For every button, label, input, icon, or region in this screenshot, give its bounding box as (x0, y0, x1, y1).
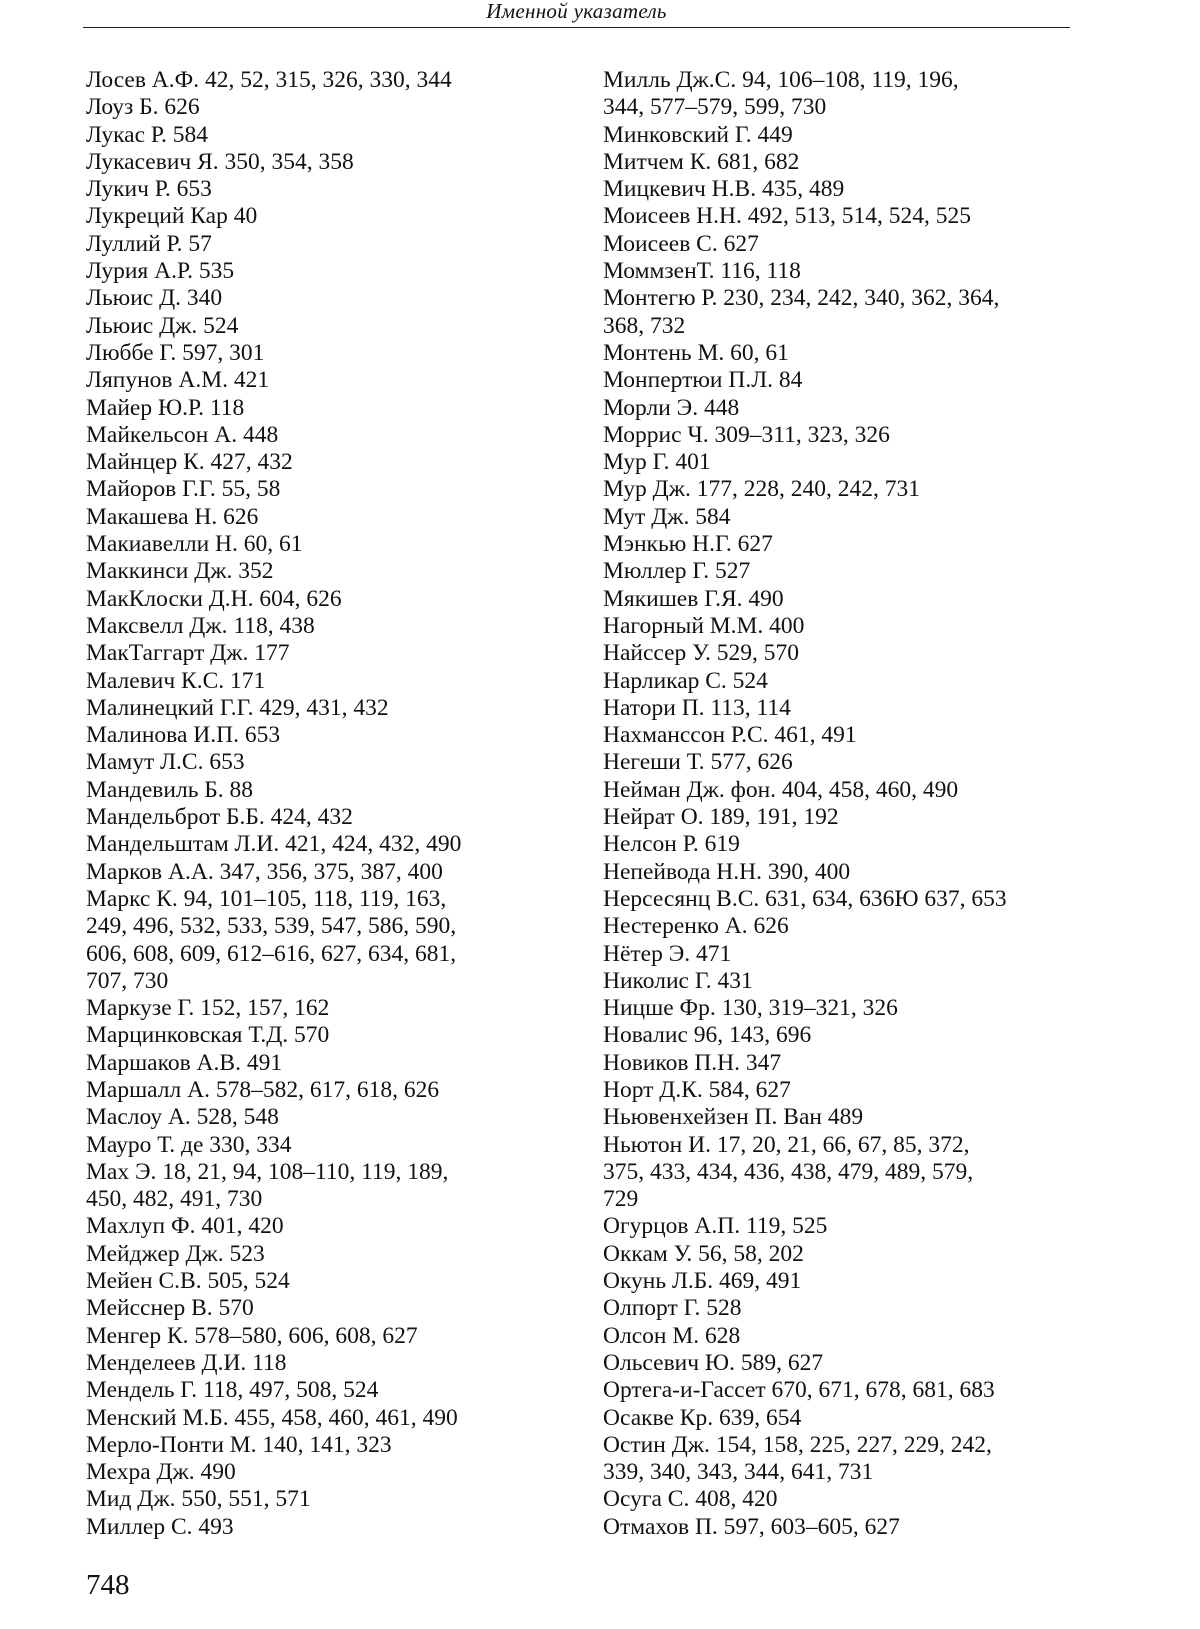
index-entry: МоммзенТ. 116, 118 (603, 258, 801, 285)
index-entry: Мут Дж. 584 (603, 503, 731, 530)
index-entry: Махлуп Ф. 401, 420 (86, 1213, 284, 1240)
index-entry: Моисеев Н.Н. 492, 513, 514, 524, 525 (603, 203, 972, 230)
index-entry: 344, 577–579, 599, 730 (603, 94, 827, 121)
index-entry: МакКлоски Д.Н. 604, 626 (86, 585, 342, 612)
index-entry: Моисеев С. 627 (603, 230, 759, 257)
index-entry: Ньювенхейзен П. Ван 489 (603, 1104, 864, 1131)
index-entry: 707, 730 (86, 967, 169, 994)
index-entry: Минковский Г. 449 (603, 121, 793, 148)
index-entry: Отмахов П. 597, 603–605, 627 (603, 1513, 900, 1540)
index-entry: Мендель Г. 118, 497, 508, 524 (86, 1377, 379, 1404)
index-entry: Лукреций Кар 40 (86, 203, 258, 230)
index-entry: Малинова И.П. 653 (86, 722, 281, 749)
index-entry: Майнцер К. 427, 432 (86, 449, 293, 476)
index-entry: Малевич К.С. 171 (86, 667, 266, 694)
index-entry: Маршалл А. 578–582, 617, 618, 626 (86, 1076, 440, 1103)
index-entry: Менский М.Б. 455, 458, 460, 461, 490 (86, 1404, 458, 1431)
index-entry: Мякишев Г.Я. 490 (603, 585, 784, 612)
index-entry: Макашева Н. 626 (86, 503, 259, 530)
index-entry: Люббе Г. 597, 301 (86, 339, 265, 366)
index-entry: Мауро Т. де 330, 334 (86, 1131, 292, 1158)
header-title: Именной указатель (486, 0, 667, 23)
index-entry: Морли Э. 448 (603, 394, 740, 421)
index-entry: Лосев А.Ф. 42, 52, 315, 326, 330, 344 (86, 67, 452, 93)
index-entry: Нестеренко А. 626 (603, 913, 789, 940)
index-entry: Новалис 96, 143, 696 (603, 1022, 812, 1049)
index-entry: Непейвода Н.Н. 390, 400 (603, 858, 851, 885)
index-column-right (603, 67, 1083, 1541)
index-entry: 606, 608, 609, 612–616, 627, 634, 681, (86, 940, 457, 967)
index-entry: Марков А.А. 347, 356, 375, 387, 400 (86, 858, 443, 885)
index-entry: Маршаков А.В. 491 (86, 1049, 283, 1076)
index-entry: Лукич Р. 653 (86, 176, 212, 203)
index-entry: Лукасевич Я. 350, 354, 358 (86, 148, 354, 175)
index-entry: Мерло-Понти М. 140, 141, 323 (86, 1431, 392, 1458)
index-column-left (86, 67, 566, 1541)
index-entry: Майоров Г.Г. 55, 58 (86, 476, 281, 503)
index-entry: Милль Дж.С. 94, 106–108, 119, 196, (603, 67, 959, 93)
index-entry: Лукас Р. 584 (86, 121, 209, 148)
index-entry: Нерсесянц В.С. 631, 634, 636Ю 637, 653 (603, 885, 1007, 912)
index-entry: Норт Д.К. 584, 627 (603, 1076, 791, 1103)
index-entry: 375, 433, 434, 436, 438, 479, 489, 579, (603, 1158, 974, 1185)
index-entry: Майер Ю.Р. 118 (86, 394, 245, 421)
index-entry: Осуга С. 408, 420 (603, 1486, 778, 1513)
index-entry: Нелсон Р. 619 (603, 831, 740, 858)
index-entry: Олсон М. 628 (603, 1322, 741, 1349)
index-entry: Максвелл Дж. 118, 438 (86, 612, 315, 639)
index-entry: Мицкевич Н.В. 435, 489 (603, 176, 845, 203)
index-entry: Оккам У. 56, 58, 202 (603, 1240, 804, 1267)
index-entry: Мид Дж. 550, 551, 571 (86, 1486, 311, 1513)
index-entry: Лурия А.Р. 535 (86, 258, 235, 285)
index-entry: Ньютон И. 17, 20, 21, 66, 67, 85, 372, (603, 1131, 970, 1158)
index-entry: Мур Дж. 177, 228, 240, 242, 731 (603, 476, 920, 503)
index-entry: Малинецкий Г.Г. 429, 431, 432 (86, 694, 389, 721)
index-entry: Нахмансcон Р.С. 461, 491 (603, 722, 857, 749)
index-entry: Нарликар С. 524 (603, 667, 768, 694)
index-entry: Натори П. 113, 114 (603, 694, 791, 721)
index-entry: Мейджер Дж. 523 (86, 1240, 265, 1267)
index-entry: Николис Г. 431 (603, 967, 753, 994)
index-entry: Огурцов А.П. 119, 525 (603, 1213, 828, 1240)
index-entry: Нётер Э. 471 (603, 940, 732, 967)
index-entry: Остин Дж. 154, 158, 225, 227, 229, 242, (603, 1431, 992, 1458)
index-entry: МакТаггарт Дж. 177 (86, 640, 290, 667)
index-entry: 450, 482, 491, 730 (86, 1186, 263, 1213)
index-entry: Мейсснер В. 570 (86, 1295, 254, 1322)
index-entry: Менделеев Д.И. 118 (86, 1349, 287, 1376)
index-entry: Ницше Фр. 130, 319–321, 326 (603, 995, 898, 1022)
index-entry: Мур Г. 401 (603, 449, 711, 476)
index-entry: Новиков П.Н. 347 (603, 1049, 782, 1076)
index-entry: Ольсевич Ю. 589, 627 (603, 1349, 824, 1376)
index-entry: Майкельсон А. 448 (86, 421, 279, 448)
index-entry: Мандельштам Л.И. 421, 424, 432, 490 (86, 831, 462, 858)
index-entry: Окунь Л.Б. 469, 491 (603, 1268, 802, 1295)
index-entry: Митчем К. 681, 682 (603, 148, 800, 175)
index-entry: Маслоу А. 528, 548 (86, 1104, 279, 1131)
index-entry: Миллер С. 493 (86, 1513, 234, 1540)
index-entry: Монтегю Р. 230, 234, 242, 340, 362, 364, (603, 285, 1000, 312)
index-entry: Моррис Ч. 309–311, 323, 326 (603, 421, 890, 448)
index-entry: Ляпунов А.М. 421 (86, 367, 270, 394)
index-entry: Маркузе Г. 152, 157, 162 (86, 995, 330, 1022)
index-entry: Нагорный М.М. 400 (603, 612, 805, 639)
page-number: 748 (86, 1569, 130, 1601)
index-entry: 368, 732 (603, 312, 686, 339)
index-entry: Монтень М. 60, 61 (603, 339, 789, 366)
index-entry: Ортега-и-Гассет 670, 671, 678, 681, 683 (603, 1377, 995, 1404)
index-entry: Мейен С.В. 505, 524 (86, 1268, 290, 1295)
index-entry: Лоуз Б. 626 (86, 94, 200, 121)
index-entry: 339, 340, 343, 344, 641, 731 (603, 1459, 874, 1486)
index-entry: Мэнкью Н.Г. 627 (603, 531, 773, 558)
index-entry: Луллий Р. 57 (86, 230, 212, 257)
running-header (83, 0, 1070, 28)
index-entry: Льюис Дж. 524 (86, 312, 239, 339)
index-entry: Макиавелли Н. 60, 61 (86, 531, 303, 558)
index-entry: Нейрат О. 189, 191, 192 (603, 804, 839, 831)
index-entry: Мехра Дж. 490 (86, 1459, 236, 1486)
index-entry: Мандевиль Б. 88 (86, 776, 254, 803)
index-entry: Мах Э. 18, 21, 94, 108–110, 119, 189, (86, 1158, 449, 1185)
index-entry: Мандельброт Б.Б. 424, 432 (86, 804, 353, 831)
index-entry: Найссер У. 529, 570 (603, 640, 799, 667)
index-entry: Олпорт Г. 528 (603, 1295, 742, 1322)
index-entry: Монпертюи П.Л. 84 (603, 367, 803, 394)
index-entry: Маккинси Дж. 352 (86, 558, 274, 585)
index-entry: Маркс К. 94, 101–105, 118, 119, 163, (86, 885, 447, 912)
index-entry: Марцинковская Т.Д. 570 (86, 1022, 330, 1049)
index-entry: 729 (603, 1186, 639, 1213)
index-entry: Осакве Кр. 639, 654 (603, 1404, 802, 1431)
index-entry: 249, 496, 532, 533, 539, 547, 586, 590, (86, 913, 457, 940)
index-entry: Менгер К. 578–580, 606, 608, 627 (86, 1322, 418, 1349)
index-entry: Мамут Л.С. 653 (86, 749, 245, 776)
index-entry: Мюллер Г. 527 (603, 558, 751, 585)
index-entry: Нейман Дж. фон. 404, 458, 460, 490 (603, 776, 959, 803)
index-entry: Льюис Д. 340 (86, 285, 223, 312)
index-entry: Негеши Т. 577, 626 (603, 749, 793, 776)
